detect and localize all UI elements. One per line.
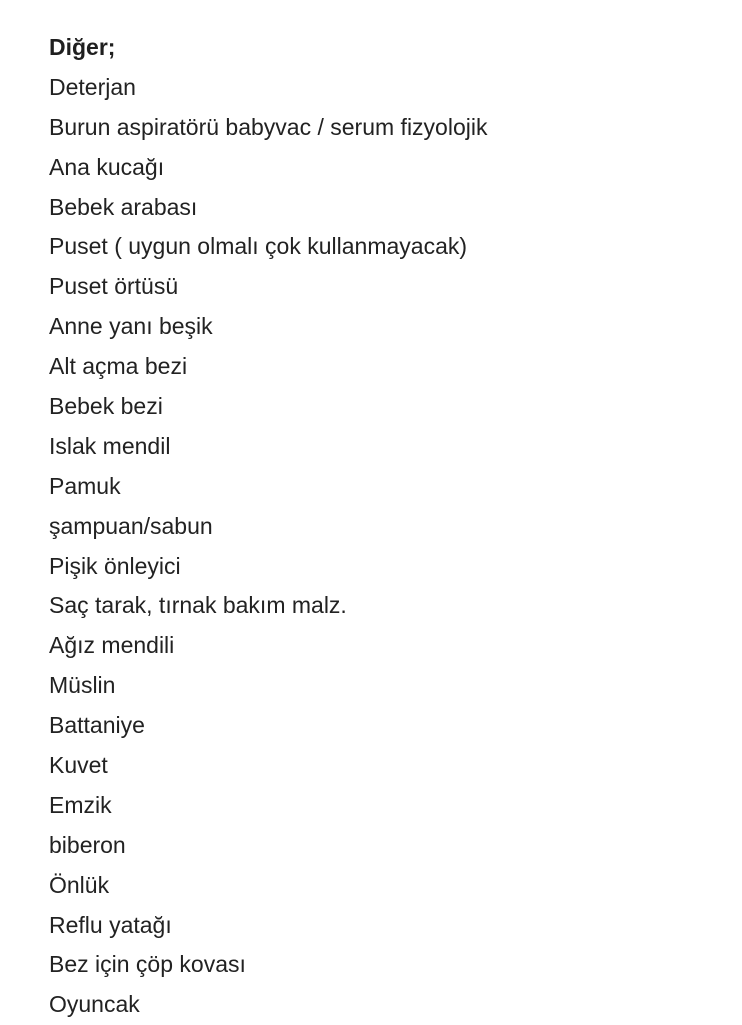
list-item: şampuan/sabun xyxy=(49,512,213,539)
list-item: Anne yanı beşik xyxy=(49,313,213,340)
list-item: Emzik xyxy=(49,791,112,818)
note-body[interactable] xyxy=(49,28,719,1025)
list-item: Oyuncak xyxy=(49,991,140,1018)
list-item: Kuvet xyxy=(49,752,108,779)
list-item: Ağız mendili xyxy=(49,632,175,659)
note-heading: Diğer; xyxy=(49,34,116,60)
list-item: Alt açma bezi xyxy=(49,353,188,380)
list-item: Islak mendil xyxy=(49,432,171,459)
list-item: Önlük xyxy=(49,871,110,898)
list-item: Deterjan xyxy=(49,73,136,100)
list-item: Ana kucağı xyxy=(49,153,165,180)
list-item: Bebek bezi xyxy=(49,393,163,420)
list-item: Müslin xyxy=(49,672,116,699)
list-item: Pişik önleyici xyxy=(49,552,181,579)
list-item: Bez için çöp kovası xyxy=(49,951,246,978)
list-item: Battaniye xyxy=(49,712,145,739)
list-item: Burun aspiratörü babyvac / serum fizyolojik xyxy=(49,113,488,140)
list-item: biberon xyxy=(49,831,126,858)
list-item: Puset ( uygun olmalı çok kullanmayacak) xyxy=(49,233,468,260)
list-item: Pamuk xyxy=(49,472,121,499)
note-list xyxy=(49,68,719,1025)
list-item: Bebek arabası xyxy=(49,193,198,220)
list-item: Puset örtüsü xyxy=(49,273,179,300)
list-item: Reflu yatağı xyxy=(49,911,172,938)
list-item: Saç tarak, tırnak bakım malz. xyxy=(49,592,347,619)
